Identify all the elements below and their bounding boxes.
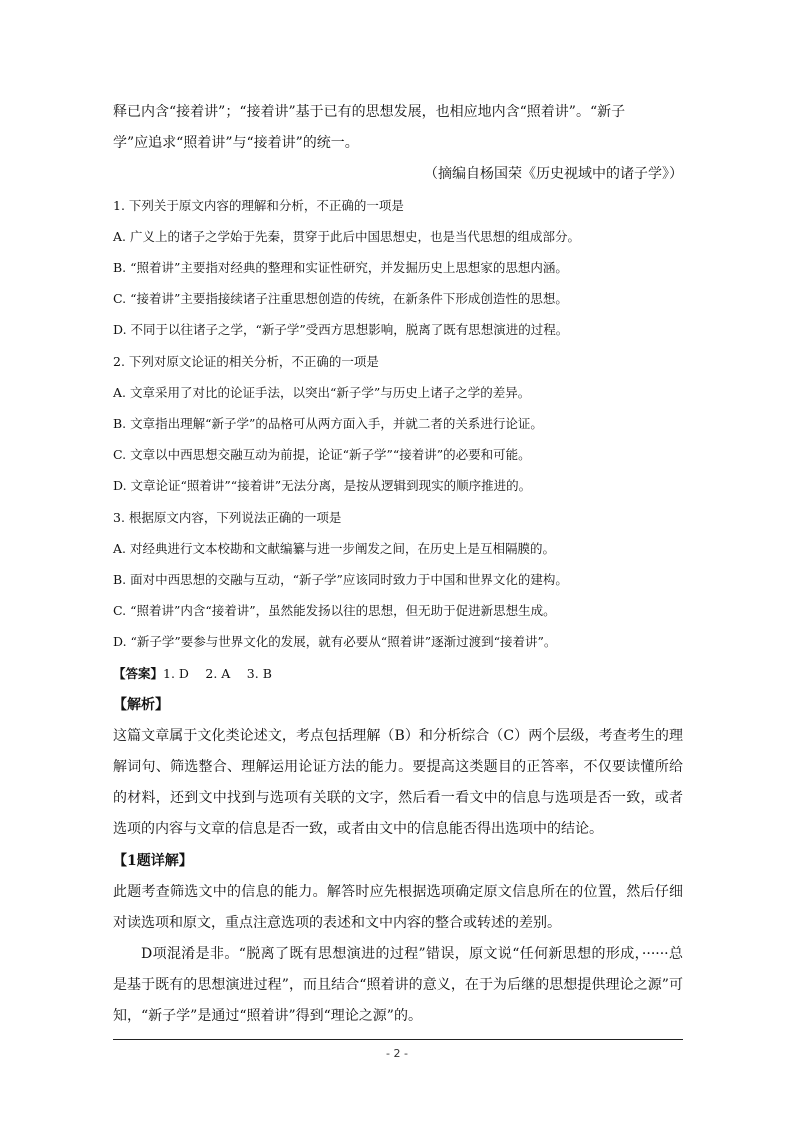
question-3-option-d: D. “新子学”要参与世界文化的发展，就有必要从“照着讲”逐渐过渡到“接着讲”。 [113,634,557,649]
answer-label: 【答案】 [113,666,164,681]
detail-1-label: 【1题详解】 [113,853,193,869]
footer-divider [113,1039,683,1040]
analysis-label: 【解析】 [113,697,169,713]
answer-line [113,664,683,684]
question-3-option-b: B. 面对中西思想的交融与互动，“新子学”应该同时致力于中国和世界文化的建构。 [113,572,568,587]
question-2-option-a: A. 文章采用了对比的论证手法，以突出“新子学”与历史上诸子之学的差异。 [113,385,531,400]
question-2-stem: 2. 下列对原文论证的相关分析，不正确的一项是 [113,354,379,369]
question-1-option-a: A. 广义上的诸子之学始于先秦，贯穿于此后中国思想史，也是当代思想的组成部分。 [113,229,580,244]
answer-text: 1. D 2. A 3. B [163,666,272,681]
question-3-option-c: C. “照着讲”内含“接着讲”，虽然能发扬以往的思想，但无助于促进新思想生成。 [113,603,556,618]
question-2-option-b: B. 文章指出理解“新子学”的品格可从两方面入手，并就二者的关系进行论证。 [113,416,543,431]
question-1-option-b: B. “照着讲”主要指对经典的整理和实证性研究，并发掘历史上思想家的思想内涵。 [113,260,568,275]
question-1-stem: 1. 下列关于原文内容的理解和分析，不正确的一项是 [113,198,404,213]
question-1-option-c: C. “接着讲”主要指接续诸子注重思想创造的传统，在新条件下形成创造性的思想。 [113,291,568,306]
question-1-option-d: D. 不同于以往诸子之学，“新子学”受西方思想影响，脱离了既有思想演进的过程。 [113,322,569,337]
source-citation: （摘编自杨国荣《历史视域中的诸子学》） [424,166,683,182]
question-3-stem: 3. 根据原文内容，下列说法正确的一项是 [113,510,342,525]
question-2-option-c: C. 文章以中西思想交融互动为前提，论证“新子学”“接着讲”的必要和可能。 [113,447,531,462]
question-2-option-d: D. 文章论证“照着讲”“接着讲”无法分离，是按从逻辑到现实的顺序推进的。 [113,478,532,493]
question-3-option-a: A. 对经典进行文本校勘和文献编纂与进一步阐发之间，在历史上是互相隔膜的。 [113,541,555,556]
page-number: - 2 - [386,1047,408,1060]
intro-line-2: 学”应追求“照着讲”与“接着讲”的统一。 [113,135,359,151]
analysis-paragraph: 这篇文章属于文化类论述文，考点包括理解（B）和分析综合（C）两个层级，考查考生的理解词句、筛选整合、理解运用论证方法的能力。要提高这类题目的正答率，不仅要读懂所给的材料，还到文中找到与选项有关联的文字，然后看一看文中的信息与选项是否一致，或者选项的内容与文章的信息是否一致，或者由文中的信息能否得出选项中的结论。 [113,728,683,837]
detail-1-paragraph-2: D项混淆是非。“脱离了既有思想演进的过程”错误，原文说“任何新思想的形成，······总是基于既有的思想演进过程”，而且结合“照着讲的意义，在于为后继的思想提供理论之源”可知，“新子学”是通过“照着讲”得到“理论之源”的。 [113,946,683,1024]
detail-1-paragraph: 此题考查筛选文中的信息的能力。解答时应先根据选项确定原文信息所在的位置，然后仔细对读选项和原文，重点注意选项的表述和文中内容的整合或转述的差别。 [113,884,683,931]
intro-line-1: 释已内含“接着讲”；“接着讲”基于已有的思想发展，也相应地内含“照着讲”。“新子 [113,104,626,120]
